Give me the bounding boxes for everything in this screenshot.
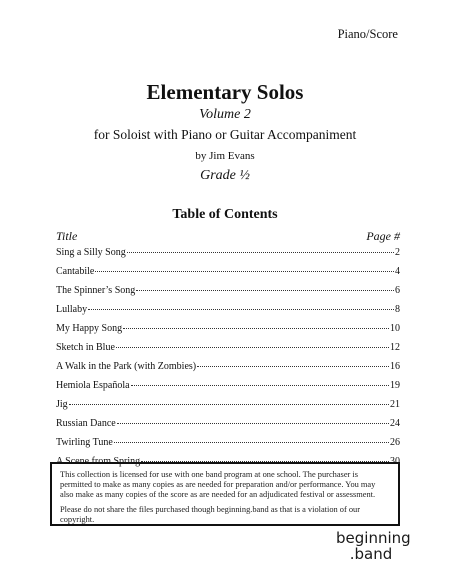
toc-dot-leader (123, 328, 389, 329)
toc-entry-page: 12 (390, 342, 400, 353)
toc-entry (56, 323, 400, 342)
toc-entry-title: Cantabile (56, 266, 95, 277)
toc-page-column-header: Page # (366, 229, 400, 243)
toc-entry (56, 380, 400, 399)
toc-column-headers (56, 229, 400, 244)
toc-entry (56, 304, 400, 323)
logo-line-2: .band (349, 545, 393, 563)
toc-entry-page: 30 (390, 456, 400, 467)
toc-entry (56, 285, 400, 304)
toc-entry-title: Lullaby (56, 304, 88, 315)
toc-entry-page: 8 (395, 304, 400, 315)
toc-entry-title: The Spinner’s Song (56, 285, 136, 296)
toc-dot-leader (114, 442, 389, 443)
copyright-paragraph: Please do not share the files purchased though beginning.band as that is a violation of our copyright. (60, 505, 361, 524)
document-title: Elementary Solos (146, 80, 304, 104)
toc-entry (56, 399, 400, 418)
toc-dot-leader (69, 404, 389, 405)
toc-dot-leader (116, 347, 389, 348)
toc-dot-leader (127, 252, 394, 253)
toc-entry-page: 10 (390, 323, 400, 334)
volume-label: Volume 2 (199, 107, 251, 122)
toc-entry-page: 24 (390, 418, 400, 429)
toc-entry-page: 2 (395, 247, 400, 258)
subtitle: for Soloist with Piano or Guitar Accompaniment (93, 127, 357, 142)
grade-label: Grade ½ (200, 168, 250, 183)
toc-dot-leader (95, 271, 394, 272)
toc-entry-title: Hemiola Española (56, 380, 130, 391)
toc-entry-title: Jig (56, 399, 68, 410)
beginning-band-logo (336, 529, 411, 563)
toc-entry-page: 4 (395, 266, 400, 277)
toc-entry-title: Twirling Tune (56, 437, 113, 448)
toc-entry-page: 6 (395, 285, 400, 296)
piano-score-label: Piano/Score (337, 27, 398, 41)
license-notice-box (50, 462, 400, 526)
toc-title-column-header: Title (56, 229, 78, 243)
license-paragraph: This collection is licensed for use with one band program at one school. The purchaser is permitted to make as many copies as are needed for preparation and/or performance. You may also make as many copies of the score as are needed for an adjudicated festival or assessment. (60, 470, 376, 499)
toc-entry-title: My Happy Song (56, 323, 123, 334)
toc-entry (56, 342, 400, 361)
author: by Jim Evans (195, 150, 255, 162)
toc-dot-leader (117, 423, 389, 424)
toc-entry-title: Sing a Silly Song (56, 247, 126, 258)
toc-entry-title: Russian Dance (56, 418, 116, 429)
toc-dot-leader (136, 290, 394, 291)
toc-entry-page: 26 (390, 437, 400, 448)
toc-entry-page: 21 (390, 399, 400, 410)
toc-dot-leader (131, 385, 389, 386)
toc-entry (56, 266, 400, 285)
toc-entry (56, 247, 400, 266)
toc-entry-title: Sketch in Blue (56, 342, 115, 353)
toc-entry-page: 19 (390, 380, 400, 391)
toc-entry (56, 437, 400, 456)
toc-entry (56, 418, 400, 437)
logo-line-1: beginning (336, 529, 411, 547)
toc-entry-title: A Scene from Spring (56, 456, 141, 467)
toc-list (56, 247, 400, 475)
toc-dot-leader (197, 366, 389, 367)
toc-entry (56, 361, 400, 380)
toc-dot-leader (88, 309, 394, 310)
toc-entry-title: A Walk in the Park (with Zombies) (56, 361, 197, 372)
toc-heading: Table of Contents (172, 207, 278, 222)
toc-entry-page: 16 (390, 361, 400, 372)
